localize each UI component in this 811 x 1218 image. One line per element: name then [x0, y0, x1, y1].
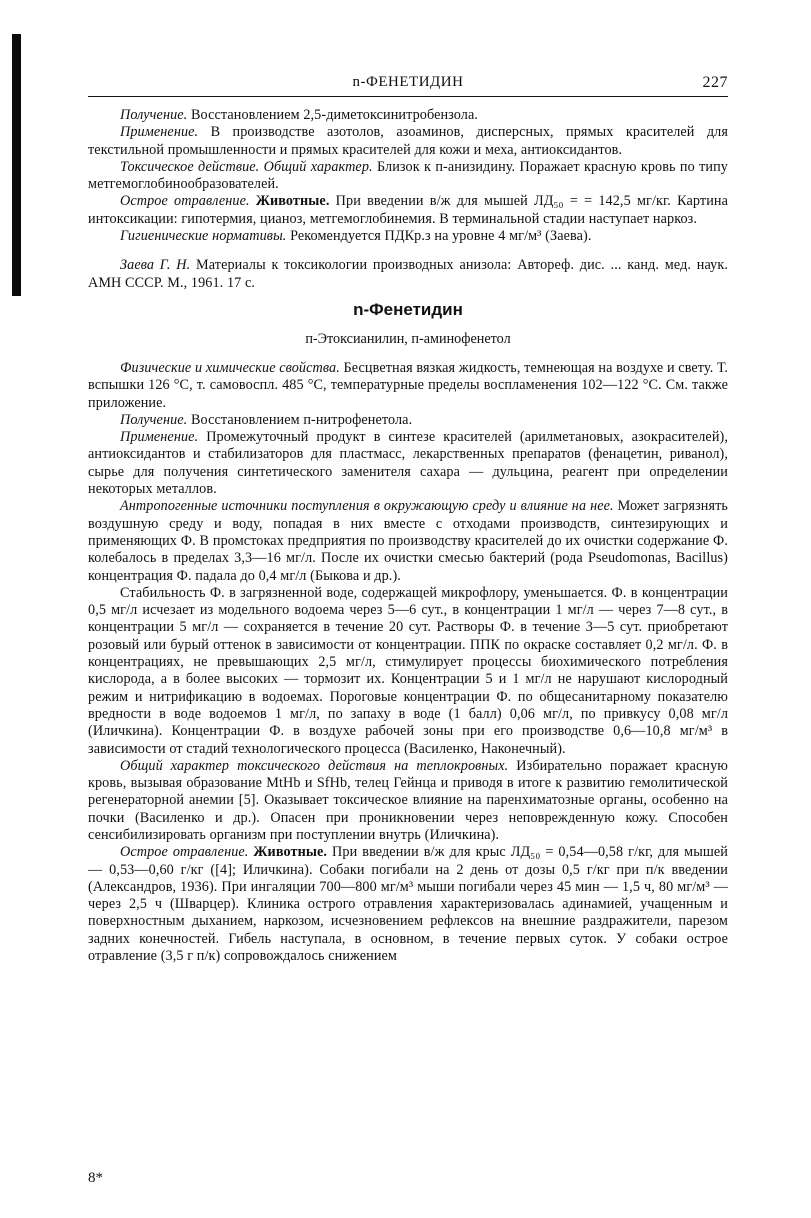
paragraph-anthropogenic-sources: Антропогенные источники поступления в окружающую среду и влияние на нее. Может загрязнять воздушную среду и воду, попадая в них вместе с отходами производств, синтезирующих и применяющих Ф. В промстоках предприятия по производству красителей до их очистки содержание Ф. колебалось в пределах 3,3—16 мг/л. После их очистки смесью бактерий (рода Pseudomonas, Bacillus) концентрация Ф. падала до 0,4 мг/л (Быкова и др.).: [88, 498, 728, 584]
article-synonyms: п-Этоксианилин, п-аминофенетол: [305, 330, 511, 347]
signature-mark: 8*: [88, 1170, 103, 1186]
paragraph-hygiene-norms: Гигиенические нормативы. Рекомендуется ПДКр.з на уровне 4 мг/м³ (Заева).: [120, 228, 592, 245]
book-page: [88, 70, 728, 965]
paragraph-toxic-action: Токсическое действие. Общий характер. Близок к п-анизидину. Поражает красную кровь по типу метгемоглобинообразователей.: [88, 158, 728, 193]
paragraph-application: Применение. В производстве азотолов, азоаминов, дисперсных, прямых красителей для текстильной промышленности и прямых красителей для кожи и меха, антиоксидантов.: [88, 124, 728, 158]
paragraph-acute-poisoning: Острое отравление. Животные. При введении в/ж для мышей ЛД₅₀ = = 142,5 мг/кг. Картина интоксикации: гипотермия, цианоз, метгемоглобинемия. В терминальной стадии наступает наркоз.: [88, 193, 728, 227]
scan-edge-bar: [12, 34, 21, 296]
article-body: [88, 360, 728, 965]
paragraph-production: Получение. Восстановлением п-нитрофенетола.: [120, 411, 413, 428]
paragraph-stability: Стабильность Ф. в загрязненной воде, содержащей микрофлору, уменьшается. Ф. в концентрации 0,5 мг/л исчезает из модельного водоема через 5—6 сут., в концентрации 1 мг/л — через 7—8 сут., в концентрации 5 мг/л — сохраняется в течение 20 сут. Растворы Ф. в течение 3—5 сут. приобретают розовый или бурый оттенок в зависимости от концентрации. ППК по окраске составляет 0,2 мг/л. Ф. в концентрациях, не превышающих 2,5 мг/л, стимулирует процессы биохимического потребления кислорода, а в более высоких — тормозит их. Концентрации 5 и 1 мг/л не нарушают кислородный режим и нитрификацию в водоемах. Пороговые концентрации Ф. по общесанитарному показателю вредности в воде водоемов 1 мг/л, по запаху в воде (1 балл) 0,06 мг/л, по привкусу 0,08 мг/л (Иличкина). Концентрации Ф. в воздухе рабочей зоны при его производстве 0,6—10,8 мг/м³ в зависимости от стадий технологического процесса (Василенко, Наконечный).: [88, 584, 728, 757]
paragraph-acute-poisoning: Острое отравление. Животные. При введении в/ж для крыс ЛД₅₀ = 0,54—0,58 г/кг, для мышей — 0,53—0,60 г/кг ([4]; Иличкина). Собаки погибали на 2 день от дозы 0,5 г/кг при п/к введении (Александров, 1936). При ингаляции 700—800 мг/м³ мыши погибали через 45 мин — 1,5 ч, 80 мг/м³ — через 2,5 ч (Шварцер). Клиника острого отравления характеризовалась адинамией, учащенным и поверхностным дыханием, наркозом, исчезновением рефлексов на внешние раздражители, парезом задних конечностей. Гибель наступала, в основном, в течение первых суток. У собаки острое отравление (3,5 г п/к) сопровождалось снижением: [88, 844, 728, 965]
paragraph-properties: Физические и химические свойства. Бесцветная вязкая жидкость, темнеющая на воздухе и свету. Т. вспышки 126 °С, т. самовоспл. 485 °С, температурные пределы воспламенения 102—122 °С. См. также приложение.: [88, 359, 728, 411]
running-title: n-ФЕНЕТИДИН: [352, 74, 464, 90]
paragraph-general-toxicity: Общий характер токсического действия на теплокровных. Избирательно поражает красную кровь, вызывая образование MtHb и SfHb, телец Гейнца и приводя в итоге к развитию гемолитической регенераторной анемии [5]. Оказывает токсическое влияние на паренхиматозные органы, особенно на почки (Василенко и др.). Опасен при проникновении через неповрежденную кожу. Способен сенсибилизировать организм при поступлении внутрь (Иличкина).: [88, 757, 728, 843]
page-number: 227: [702, 74, 728, 91]
reference: Заева Г. Н. Материалы к токсикологии производных анизола: Автореф. дис. ... канд. мед. наук. АМН СССР. М., 1961. 17 с.: [88, 257, 728, 291]
running-header: [88, 70, 728, 97]
paragraph-application: Применение. Промежуточный продукт в синтезе красителей (арилметановых, азокрасителей), антиоксидантов и стабилизаторов для пластмасс, лекарственных препаратов (фенацетин, риванол), сырье для получения синтетического заменителя сахара — дульцина, реагент при определении некоторых металлов.: [88, 429, 728, 498]
previous-article-tail: [88, 107, 728, 292]
article-title: n-Фенетидин: [353, 299, 463, 319]
paragraph-production: Получение. Восстановлением 2,5-диметоксинитробензола.: [120, 107, 479, 123]
